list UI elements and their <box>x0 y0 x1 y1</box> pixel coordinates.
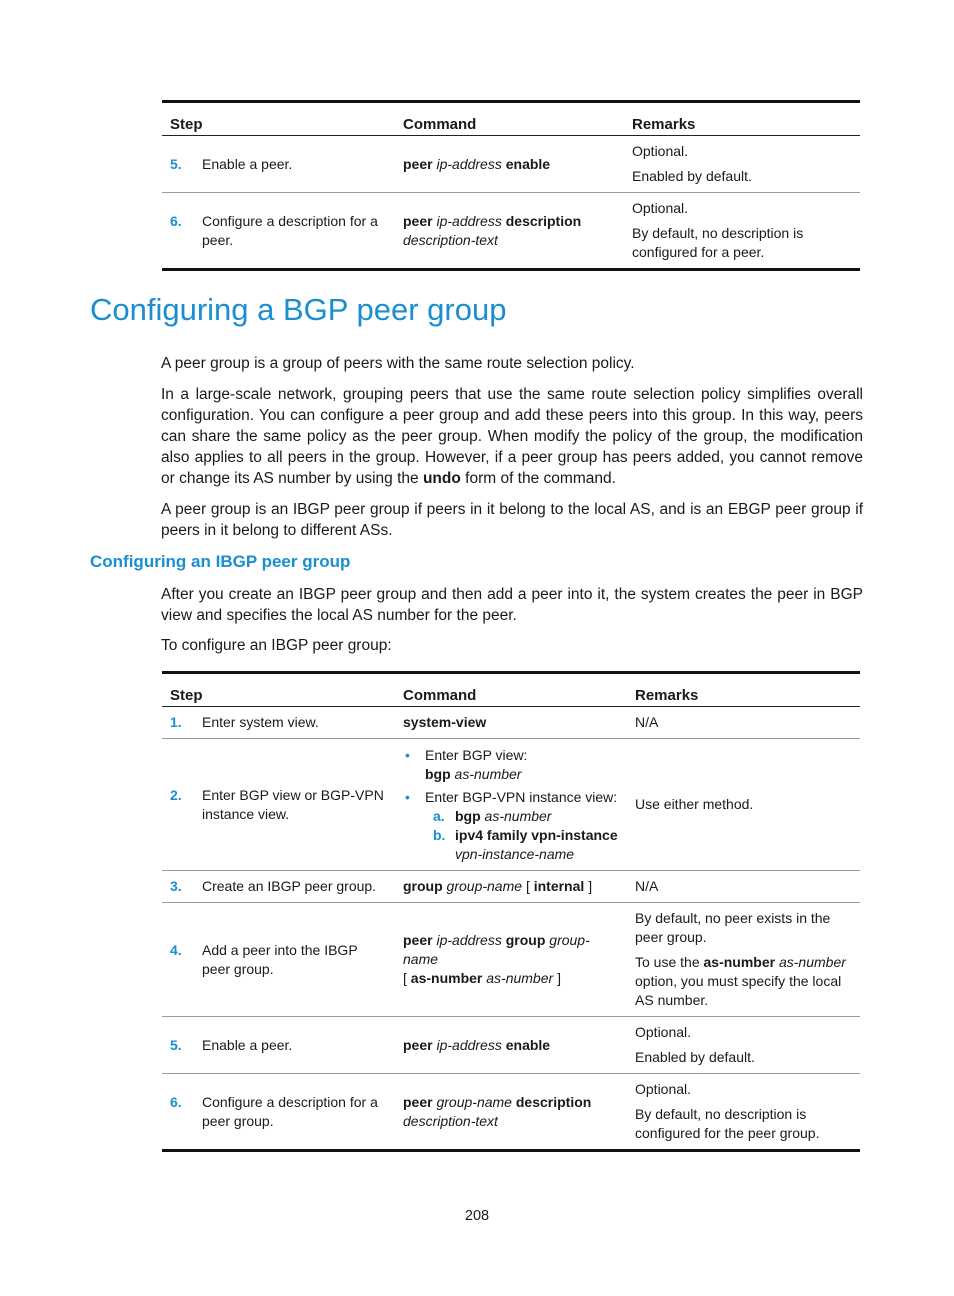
top-command-table <box>162 100 860 271</box>
command-cell: peer ip-address enable <box>395 136 624 193</box>
list-item: • Enter BGP view: bgp as-number <box>403 746 619 784</box>
header-step: Step <box>162 102 395 136</box>
header-command: Command <box>395 102 624 136</box>
step-number: 5. <box>170 155 182 172</box>
step-text: Enable a peer. <box>202 155 293 172</box>
command-cell: peer ip-address enable <box>395 1017 627 1074</box>
paragraph-3: A peer group is an IBGP peer group if peers in it belong to the local AS, and is an EBGP peer group if peers in it belong to different ASs. <box>161 501 863 539</box>
table-header-row <box>162 102 860 136</box>
step-number: 6. <box>170 212 182 229</box>
step-number: 4. <box>170 941 182 958</box>
paragraph-1: A peer group is a group of peers with the same route selection policy. <box>161 355 635 372</box>
list-item: a. bgp as-number <box>433 807 552 824</box>
table-header-row <box>162 673 860 707</box>
remarks-cell: Optional. By default, no description is configured for the peer group. <box>635 1081 820 1141</box>
step-text: Enable a peer. <box>202 1036 293 1053</box>
step-text: Create an IBGP peer group. <box>202 878 377 894</box>
command-cell: peer ip-address group group-name [ as-number as-number ] <box>395 903 627 1017</box>
step-text: Configure a description for a peer. <box>202 212 378 248</box>
step-number: 2. <box>170 786 182 803</box>
header-command: Command <box>395 673 627 707</box>
remarks-cell: Use either method. <box>627 739 860 871</box>
table-row <box>162 871 860 903</box>
remarks-cell: N/A <box>627 707 860 739</box>
step-text: Configure a description for a peer group. <box>202 1093 378 1129</box>
step-number: 6. <box>170 1093 182 1110</box>
subsection-title: Configuring an IBGP peer group <box>90 552 351 571</box>
remarks-cell: Optional. Enabled by default. <box>627 1017 860 1074</box>
table-row <box>162 136 860 193</box>
remarks-cell: Optional. Enabled by default. <box>624 136 860 193</box>
table-row <box>162 739 860 871</box>
remarks-cell: By default, no peer exists in the peer group. To use the as-number as-number option, you must specify the local AS number. <box>627 903 860 1017</box>
remarks-cell: N/A <box>627 871 860 903</box>
page-number: 208 <box>464 1208 490 1224</box>
command-cell <box>395 739 627 871</box>
table-row <box>162 193 860 270</box>
header-remarks: Remarks <box>624 102 860 136</box>
header-remarks: Remarks <box>627 673 860 707</box>
remarks-cell: Optional. By default, no description is configured for a peer. <box>632 200 804 260</box>
command-cell: system-view <box>395 707 627 739</box>
command-cell: peer group-name description description-text <box>403 1093 592 1129</box>
list-item: b. ipv4 family vpn-instance vpn-instance-name <box>433 826 618 862</box>
table-row <box>162 903 860 1017</box>
table-row <box>162 1017 860 1074</box>
step-number: 5. <box>170 1036 182 1053</box>
command-cell: group group-name [ internal ] <box>395 871 627 903</box>
list-item: • Enter BGP-VPN instance view: a. bgp as-number b. ipv4 family vpn-instance vpn-instance-name <box>403 788 619 864</box>
paragraph-2: In a large-scale network, grouping peers that use the same route selection policy simplifies overall configuration. You can configure a peer group and add these peers into this group. In this way, peers can share the same policy as the peer group. When modify the policy of the group, the modification also applies to all peers in the group. However, if a peer group has peers added, you cannot remove or change its AS number by using the undo form of the command. <box>161 386 863 487</box>
sub-paragraph-1: After you create an IBGP peer group and then add a peer into it, the system creates the peer in BGP view and specifies the local AS number for the peer. <box>161 586 863 624</box>
ibgp-peer-group-table <box>162 671 860 1152</box>
step-number: 1. <box>170 714 182 730</box>
table-row <box>162 707 860 739</box>
step-text: Add a peer into the IBGP peer group. <box>202 941 358 977</box>
step-text: Enter system view. <box>202 714 319 730</box>
table-row <box>162 1074 860 1151</box>
step-number: 3. <box>170 878 182 894</box>
step-text: Enter BGP view or BGP-VPN instance view. <box>202 786 384 822</box>
command-cell: peer ip-address description description-text <box>403 212 582 248</box>
section-title: Configuring a BGP peer group <box>90 292 507 327</box>
sub-paragraph-2: To configure an IBGP peer group: <box>161 637 392 654</box>
header-step: Step <box>162 673 395 707</box>
